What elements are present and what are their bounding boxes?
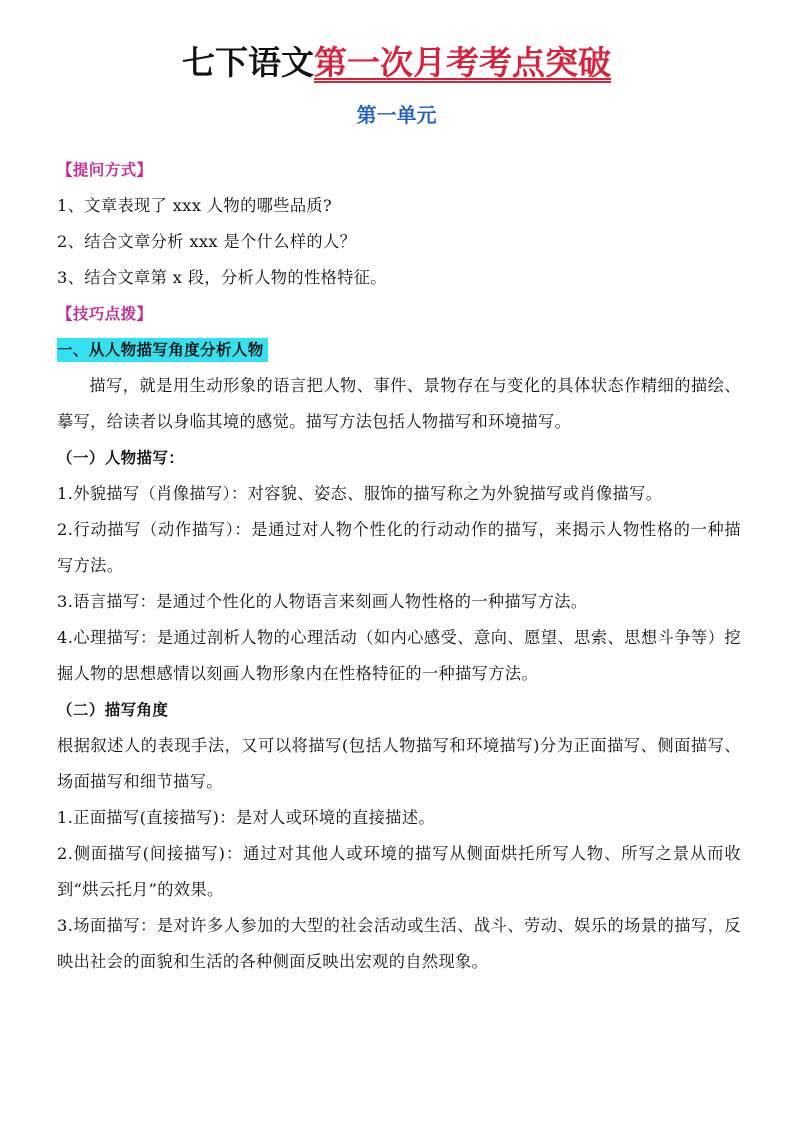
angle-item-1: 1.正面描写(直接描写)：是对人或环境的直接描述。 [57, 808, 436, 827]
item-1: 1.外貌描写（肖像描写）：对容貌、姿态、服饰的描写称之为外貌描写或肖像描写。 [57, 484, 663, 503]
title-part-2: 第一次月考 [314, 43, 479, 82]
angle-item-3: 3.场面描写：是对许多人参加的大型的社会活动或生活、战斗、劳动、娱乐的场景的描写，反映出社会的面貌和生活的各种侧面反映出宏观的自然现象。 [57, 916, 741, 971]
title-part-3: 考点突破 [479, 43, 611, 82]
angle-paragraph: 根据叙述人的表现手法，又可以将描写(包括人物描写和环境描写)分为正面描写、侧面描写、场面描写和细节描写。 [57, 736, 741, 791]
item-3: 3.语言描写：是通过个性化的人物语言来刻画人物性格的一种描写方法。 [57, 592, 588, 611]
question-3: 3、结合文章第 x 段，分析人物的性格特征。 [57, 268, 387, 287]
document-body [57, 152, 741, 980]
title-part-1: 七下语文 [182, 43, 314, 82]
page-title [0, 38, 793, 88]
angle-item-2: 2.侧面描写(间接描写)：通过对其他人或环境的描写从侧面烘托所写人物、所写之景从而收到“烘云托月”的效果。 [57, 844, 741, 899]
description-paragraph: 描写，就是用生动形象的语言把人物、事件、景物存在与变化的具体状态作精细的描绘、摹写，给读者以身临其境的感觉。描写方法包括人物描写和环境描写。 [57, 376, 741, 431]
highlight-heading: 一、从人物描写角度分析人物 [57, 338, 268, 362]
item-2: 2.行动描写（动作描写）：是通过对人物个性化的行动动作的描写，来揭示人物性格的一种描写方法。 [57, 520, 741, 575]
question-2: 2、结合文章分析 xxx 是个什么样的人？ [57, 232, 357, 251]
angle-heading: （二）描写角度 [57, 701, 169, 719]
item-4: 4.心理描写：是通过剖析人物的心理活动（如内心感受、意向、愿望、思索、思想斗争等）挖掘人物的思想感情以刻画人物形象内在性格特征的一种描写方法。 [57, 628, 741, 683]
page-subtitle: 第一单元 [356, 103, 437, 127]
questioning-header: 【提问方式】 [57, 161, 153, 179]
tips-header: 【技巧点拨】 [57, 305, 153, 323]
character-description-heading: （一）人物描写： [57, 449, 185, 467]
question-1: 1、文章表现了 xxx 人物的哪些品质? [57, 196, 333, 215]
